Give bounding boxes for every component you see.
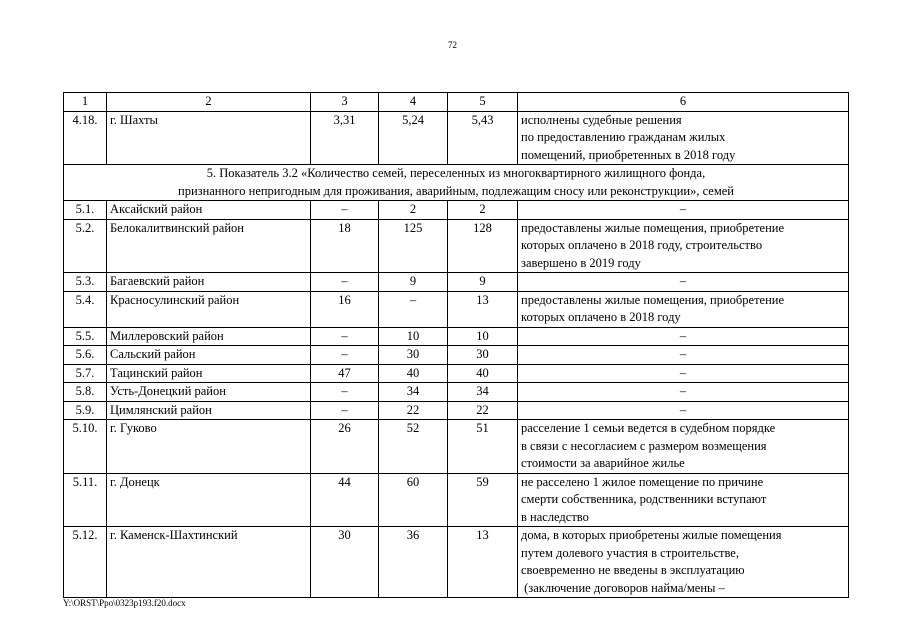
row-value-3: 44 [311, 473, 379, 527]
row-number: 5.5. [64, 327, 107, 346]
row-note-line: завершено в 2019 году [521, 255, 641, 270]
row-note-line: стоимости за аварийное жилье [521, 456, 685, 470]
row-number: 5.7. [64, 364, 107, 383]
row-value-5: 40 [448, 364, 518, 383]
table-row [64, 201, 849, 220]
row-value-5: 22 [448, 401, 518, 420]
row-name: Цимлянский район [107, 401, 311, 420]
row-value-4: 36 [379, 527, 448, 598]
row-number: 5.6. [64, 346, 107, 365]
row-note [518, 364, 849, 383]
row-note [518, 420, 849, 474]
row-value-4: 10 [379, 327, 448, 346]
row-name: Белокалитвинский район [107, 219, 311, 273]
row-value-4: 34 [379, 383, 448, 402]
header-cell-3: 3 [311, 93, 379, 112]
row-note [518, 111, 849, 165]
table-row [64, 291, 849, 327]
section-heading-line-2: признанного непригодным для проживания, аварийным, подлежащим сносу или реконструкции», семей [178, 183, 734, 198]
row-value-3: 3,31 [311, 111, 379, 165]
row-value-4: 52 [379, 420, 448, 474]
section-heading-line-1: 5. Показатель 3.2 «Количество семей, переселенных из многоквартирного жилищного фонда, [206, 166, 706, 180]
row-name: г. Гуково [107, 420, 311, 474]
table-row [64, 327, 849, 346]
row-note [518, 383, 849, 402]
row-value-5: 5,43 [448, 111, 518, 165]
row-value-4: 30 [379, 346, 448, 365]
footer-file-path: Y:\ORST\Ppo\0323p193.f20.docx [63, 598, 186, 608]
row-note-line: – [679, 365, 687, 380]
row-note-line: путем долевого участия в строительстве, [521, 545, 739, 560]
header-cell-5: 5 [448, 93, 518, 112]
row-note-line: – [679, 347, 687, 361]
row-number: 5.8. [64, 383, 107, 402]
row-note-line: дома, в которых приобретены жилые помещения [521, 528, 782, 542]
row-value-5: 13 [448, 527, 518, 598]
table-row [64, 420, 849, 474]
row-value-5: 128 [448, 219, 518, 273]
row-number: 5.2. [64, 219, 107, 273]
row-value-4: 9 [379, 273, 448, 292]
row-note-line: – [679, 274, 687, 288]
table-row [64, 473, 849, 527]
row-value-3: – [311, 401, 379, 420]
row-name: Миллеровский район [107, 327, 311, 346]
row-value-5: 34 [448, 383, 518, 402]
row-name: г. Донецк [107, 473, 311, 527]
row-note-line: предоставлены жилые помещения, приобретение [521, 220, 785, 235]
row-note [518, 273, 849, 292]
row-name: Тацинский район [107, 364, 311, 383]
row-note [518, 473, 849, 527]
row-number: 5.1. [64, 201, 107, 220]
row-note [518, 219, 849, 273]
row-note [518, 346, 849, 365]
row-name: Усть-Донецкий район [107, 383, 311, 402]
page-number: 72 [448, 40, 457, 50]
row-value-5: 2 [448, 201, 518, 220]
header-row [64, 93, 849, 112]
row-note-line: которых оплачено в 2018 году [521, 310, 681, 324]
table-row [64, 346, 849, 365]
row-note-line: смерти собственника, родственники вступают [521, 492, 767, 506]
row-note-line: расселение 1 семьи ведется в судебном порядке [521, 421, 776, 435]
row-value-4: 5,24 [379, 111, 448, 165]
header-cell-2: 2 [107, 93, 311, 112]
header-cell-4: 4 [379, 93, 448, 112]
row-value-3: 30 [311, 527, 379, 598]
row-note [518, 291, 849, 327]
row-note-line: исполнены судебные решения [521, 112, 682, 127]
section-heading [64, 165, 849, 201]
row-note-line: – [679, 402, 687, 417]
section-heading-row [64, 165, 849, 201]
row-value-3: 16 [311, 291, 379, 327]
row-value-5: 30 [448, 346, 518, 365]
row-name: Аксайский район [107, 201, 311, 220]
row-number: 4.18. [64, 111, 107, 165]
row-value-3: – [311, 201, 379, 220]
row-value-5: 9 [448, 273, 518, 292]
row-number: 5.12. [64, 527, 107, 598]
table-row [64, 383, 849, 402]
row-note-line: по предоставлению гражданам жилых [521, 130, 726, 144]
row-value-5: 51 [448, 420, 518, 474]
row-value-4: – [379, 291, 448, 327]
row-note-line: в связи с несогласием с размером возмещения [521, 438, 767, 453]
header-cell-1: 1 [64, 93, 107, 112]
row-value-4: 125 [379, 219, 448, 273]
section-5-rows [64, 201, 849, 598]
table-row [64, 219, 849, 273]
row-name: г. Шахты [107, 111, 311, 165]
row-value-3: – [311, 346, 379, 365]
row-value-5: 13 [448, 291, 518, 327]
row-note-line: не расселено 1 жилое помещение по причине [521, 474, 764, 489]
row-value-4: 22 [379, 401, 448, 420]
table-row [64, 273, 849, 292]
row-number: 5.4. [64, 291, 107, 327]
row-note [518, 201, 849, 220]
row-value-4: 60 [379, 473, 448, 527]
row-note-line: – [679, 328, 687, 343]
row-note-line: – [679, 202, 687, 216]
row-value-5: 59 [448, 473, 518, 527]
row-number: 5.10. [64, 420, 107, 474]
row-value-3: 47 [311, 364, 379, 383]
header-cell-6: 6 [518, 93, 849, 112]
row-value-3: – [311, 273, 379, 292]
row-value-5: 10 [448, 327, 518, 346]
row-note-line: – [679, 384, 687, 398]
table-row-4-18 [64, 111, 849, 165]
row-number: 5.9. [64, 401, 107, 420]
row-value-4: 40 [379, 364, 448, 383]
row-name: г. Каменск-Шахтинский [107, 527, 311, 598]
row-note-line: предоставлены жилые помещения, приобретение [521, 292, 785, 307]
data-table [63, 92, 849, 598]
row-value-3: – [311, 327, 379, 346]
row-note-line: (заключение договоров найма/мены – [521, 580, 725, 595]
table-row [64, 401, 849, 420]
row-name: Красносулинский район [107, 291, 311, 327]
row-value-4: 2 [379, 201, 448, 220]
row-value-3: – [311, 383, 379, 402]
row-note-line: помещений, приобретенных в 2018 году [521, 147, 736, 162]
row-value-3: 18 [311, 219, 379, 273]
row-note-line: которых оплачено в 2018 году, строительство [521, 238, 763, 252]
row-name: Багаевский район [107, 273, 311, 292]
row-note-line: своевременно не введены в эксплуатацию [521, 563, 745, 577]
row-note [518, 527, 849, 598]
row-note-line: в наследство [521, 509, 589, 524]
table-row [64, 527, 849, 598]
row-number: 5.3. [64, 273, 107, 292]
row-note [518, 327, 849, 346]
row-number: 5.11. [64, 473, 107, 527]
row-name: Сальский район [107, 346, 311, 365]
row-note [518, 401, 849, 420]
row-value-3: 26 [311, 420, 379, 474]
table-row [64, 364, 849, 383]
